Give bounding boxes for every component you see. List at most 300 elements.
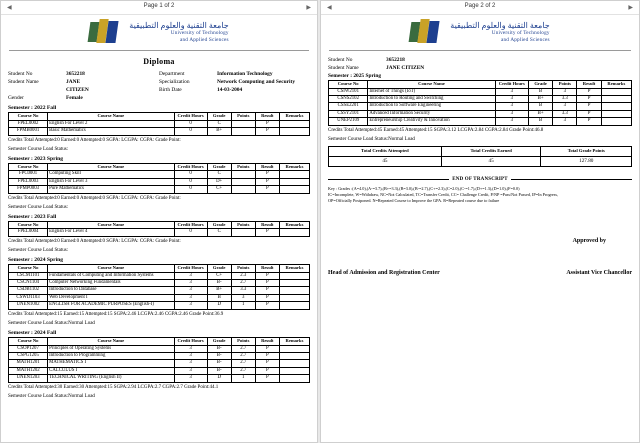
- table-cell: 3: [495, 103, 528, 110]
- column-header: Credit Hours: [174, 338, 207, 345]
- table-cell: P: [255, 171, 279, 178]
- student-no-label: Student No: [8, 71, 33, 77]
- letterhead-1: [1, 15, 317, 47]
- semester-summary: Credits Total Attempted:15 Earned:15 Attempted:15 SGPA:2.46 LCGPA:2.46 CGPA:2.46 Grade Point:36.9: [8, 311, 224, 317]
- letterhead-divider: [9, 50, 309, 51]
- table-cell: MATHEMATICS I: [48, 360, 174, 367]
- column-header: Course Name: [48, 338, 174, 345]
- column-header: Credit Hours: [174, 113, 207, 120]
- table-cell: C: [207, 229, 231, 236]
- gender-value: Female: [66, 95, 83, 102]
- letterhead-2: [321, 15, 639, 47]
- table-cell: [279, 294, 309, 301]
- page-2-label: Page 2 of 2: [464, 3, 496, 9]
- column-header: Points: [231, 113, 255, 120]
- table-cell: B-: [207, 345, 231, 352]
- column-header: Grade: [207, 113, 231, 120]
- column-header: Remarks: [279, 338, 309, 345]
- table-cell: [279, 178, 309, 185]
- semester-title: Semester : 2022 Fall: [8, 105, 57, 112]
- semester-list: [8, 105, 310, 400]
- table-cell: C: [207, 171, 231, 178]
- table-row: [9, 287, 310, 294]
- semester-title: Semester : 2023 Spring: [8, 156, 64, 163]
- table-cell: 3: [553, 88, 577, 95]
- birth-date-value: 14-03-2004: [217, 87, 243, 94]
- table-cell: P: [255, 178, 279, 185]
- table-row: [329, 110, 632, 117]
- table-cell: CSWD1103: [9, 294, 48, 301]
- signature-row: [328, 270, 632, 276]
- table-cell: B: [528, 118, 552, 125]
- table-cell: P: [577, 88, 601, 95]
- column-header: Points: [231, 338, 255, 345]
- table-cell: [601, 103, 631, 110]
- table-cell: B: [207, 294, 231, 301]
- table-cell: 1: [231, 375, 255, 382]
- table-cell: B-: [207, 353, 231, 360]
- table-cell: 0: [174, 171, 207, 178]
- semester-title: Semester : 2024 Spring: [8, 257, 64, 264]
- document-title: Diploma: [143, 57, 175, 66]
- column-header: Points: [231, 164, 255, 171]
- table-row: [9, 128, 310, 135]
- table-cell: Basic Mathematics: [48, 128, 174, 135]
- table-cell: Web Development I: [48, 294, 174, 301]
- table-cell: [279, 128, 309, 135]
- column-header: Points: [553, 81, 577, 88]
- end-of-transcript: [328, 177, 632, 182]
- student-name-label-2: [8, 86, 66, 94]
- table-cell: [279, 186, 309, 193]
- table-cell: P: [577, 110, 601, 117]
- table-cell: 3: [174, 294, 207, 301]
- column-header: Result: [255, 113, 279, 120]
- semester-summary: Credits Total Attempted:0 Earned:0 Attempted:0 SGPA: LCGPA: CGPA: Grade Point:: [8, 137, 181, 143]
- table-cell: CSDB1102: [9, 287, 48, 294]
- column-header: Points: [231, 222, 255, 229]
- table-cell: 0: [174, 178, 207, 185]
- column-header: Remarks: [601, 81, 631, 88]
- table-cell: [279, 353, 309, 360]
- table-cell: D: [207, 375, 231, 382]
- table-cell: FPMP0003: [9, 186, 48, 193]
- table-cell: [279, 120, 309, 127]
- table-cell: B+: [207, 128, 231, 135]
- table-cell: 3: [174, 279, 207, 286]
- table-cell: 2.7: [231, 345, 255, 352]
- column-header: Grade: [207, 222, 231, 229]
- grade-key-line-2: IC=Incomplete, W=Withdraw, NC=Not Calculated, TC=Transfer Credit, CC= Challenge Credit, P/NP =Pass/Not Passed, IP=In Progress,: [328, 191, 559, 197]
- student-surname-value: CITIZEN: [66, 87, 89, 94]
- table-cell: P: [255, 353, 279, 360]
- table-cell: C: [207, 120, 231, 127]
- table-cell: FPEL0003: [9, 178, 48, 185]
- university-name-arabic: جامعة التقنية والعلوم التطبيقية: [450, 21, 550, 31]
- table-header-row: [9, 338, 310, 345]
- table-cell: [279, 360, 309, 367]
- table-cell: 3: [553, 118, 577, 125]
- table-cell: [231, 178, 255, 185]
- table-cell: B-: [207, 360, 231, 367]
- page-2-header: [321, 1, 639, 15]
- table-cell: 0: [174, 128, 207, 135]
- table-cell: MATH1201: [9, 360, 48, 367]
- table-cell: B: [528, 103, 552, 110]
- totals-table: [328, 146, 632, 166]
- university-name-english-2: and Applied Sciences: [180, 36, 229, 43]
- student-no-value: 3652218: [66, 71, 85, 77]
- table-cell: 3: [174, 375, 207, 382]
- table-cell: P: [255, 229, 279, 236]
- column-header: Course No: [9, 113, 48, 120]
- table-cell: 3.3: [553, 95, 577, 102]
- table-cell: UNEP2109: [329, 118, 368, 125]
- page-1-header: [1, 1, 317, 15]
- table-cell: 3: [174, 353, 207, 360]
- student-name-label: Student Name: [328, 65, 359, 72]
- student-info-left: [8, 70, 159, 102]
- table-cell: Introduction to Programming: [48, 353, 174, 360]
- table-row: [9, 360, 310, 367]
- table-cell: D: [207, 302, 231, 309]
- course-table: [8, 337, 310, 383]
- student-info-col: [328, 56, 632, 80]
- table-cell: B-: [207, 367, 231, 374]
- end-of-transcript-label: END OF TRANSCRIPT: [452, 176, 508, 182]
- grade-key-line-1: Key : Grades :(A=4.0),(A-=3.7),(B+=3.3),(B=3.0),(B-=2.7),(C+=2.3),(C=2.0),(C-=1.7),(D+=1.3),(D=1.0),(F=0.0): [328, 185, 520, 191]
- table-cell: English For Level 2: [48, 120, 174, 127]
- table-cell: 3: [174, 302, 207, 309]
- semester-load-status: Semester Course Load Status:: [8, 204, 69, 210]
- table-row: [9, 186, 310, 193]
- grade-key: [328, 186, 632, 205]
- university-name-english-1: University of Technology: [170, 30, 229, 37]
- table-row: [9, 120, 310, 127]
- table-cell: UNEN1002: [9, 302, 48, 309]
- column-header: Credit Hours: [174, 164, 207, 171]
- department-value: Information Technology: [217, 71, 273, 77]
- table-cell: Introduction to Database: [48, 287, 174, 294]
- column-header: Grade: [207, 338, 231, 345]
- table-cell: Introduction to Software Engineering: [368, 103, 495, 110]
- student-info: [8, 70, 310, 102]
- column-header: Result: [255, 265, 279, 272]
- table-cell: 3: [174, 345, 207, 352]
- table-cell: 3: [174, 287, 207, 294]
- table-row: [9, 178, 310, 185]
- column-header: Result: [255, 338, 279, 345]
- table-cell: C+: [207, 272, 231, 279]
- column-header: Course Name: [48, 222, 174, 229]
- table-body: [329, 88, 632, 125]
- signature-right: Assistant Vice Chancellor: [566, 270, 632, 277]
- table-cell: 2.7: [231, 353, 255, 360]
- table-cell: [279, 367, 309, 374]
- semester-load-status: Semester Course Load Status:Normal Load: [8, 321, 95, 327]
- table-cell: FPC0001: [9, 171, 48, 178]
- table-cell: 1: [231, 302, 255, 309]
- table-cell: English For Level 3: [48, 178, 174, 185]
- table-cell: ENGLISH FOR ACADEMIC PURPOSES (English-I): [48, 302, 174, 309]
- gender-label: Gender: [8, 95, 24, 102]
- student-name-label: Student Name: [8, 79, 39, 86]
- transcript-page-2: [320, 0, 640, 443]
- table-cell: B+: [207, 287, 231, 294]
- table-cell: B+: [528, 95, 552, 102]
- course-table-page2: [328, 80, 632, 126]
- table-cell: P: [577, 103, 601, 110]
- student-info-page2: [328, 56, 632, 80]
- table-cell: FPEL0004: [9, 229, 48, 236]
- department-label: Department: [159, 71, 185, 77]
- table-cell: 3: [174, 367, 207, 374]
- table-cell: [231, 171, 255, 178]
- table-row: [9, 279, 310, 286]
- table-cell: P: [255, 186, 279, 193]
- table-cell: CSOP1207: [9, 345, 48, 352]
- semester-load-status: Semester Course Load Status:Normal Load: [328, 137, 415, 143]
- table-cell: Advanced Information Security: [368, 110, 495, 117]
- column-header: Result: [577, 81, 601, 88]
- column-header: Result: [255, 222, 279, 229]
- semester-summary: Credits Total Attempted:0 Earned:0 Attempted:0 SGPA: LCGPA: CGPA: Grade Point:: [8, 238, 181, 244]
- totals-value: 45: [441, 156, 541, 166]
- table-cell: 3: [174, 360, 207, 367]
- table-cell: B+: [528, 110, 552, 117]
- table-cell: 3: [495, 95, 528, 102]
- table-header-row: [9, 222, 310, 229]
- table-cell: P: [255, 272, 279, 279]
- table-cell: [231, 120, 255, 127]
- chevron-left-icon[interactable]: ◀: [327, 5, 332, 11]
- table-row: [9, 171, 310, 178]
- column-header: Remarks: [279, 222, 309, 229]
- table-cell: [601, 110, 631, 117]
- table-row: [329, 88, 632, 95]
- table-cell: 0: [174, 229, 207, 236]
- table-cell: Computer Networking Fundamentals: [48, 279, 174, 286]
- semester-load-status: Semester Course Load Status:Normal Load: [8, 394, 95, 400]
- table-row: [9, 294, 310, 301]
- table-cell: [279, 229, 309, 236]
- university-name-block: [450, 21, 549, 43]
- table-cell: B: [528, 88, 552, 95]
- column-header: Course No: [9, 338, 48, 345]
- table-cell: CSCM1101: [9, 272, 48, 279]
- table-cell: P: [255, 287, 279, 294]
- table-cell: 0: [174, 120, 207, 127]
- student-no-value: 3652218: [386, 57, 405, 63]
- semester-title: Semester : 2024 Fall: [8, 330, 57, 337]
- table-cell: TECHNICAL WRITING (English II): [48, 375, 174, 382]
- column-header: Course No: [9, 164, 48, 171]
- table-cell: FPMB0001: [9, 128, 48, 135]
- table-cell: Computing Skill: [48, 171, 174, 178]
- totals-value: 127.80: [541, 156, 632, 166]
- table-cell: [279, 375, 309, 382]
- table-cell: 3: [553, 103, 577, 110]
- specialization-label: Specialization: [159, 79, 190, 86]
- table-cell: P: [255, 302, 279, 309]
- table-cell: [231, 186, 255, 193]
- column-header: Points: [231, 265, 255, 272]
- university-name-english-1: University of Technology: [491, 30, 550, 37]
- table-cell: [279, 287, 309, 294]
- table-row: [9, 375, 310, 382]
- table-cell: [279, 171, 309, 178]
- table-cell: P: [255, 345, 279, 352]
- column-header: Course No: [9, 265, 48, 272]
- table-cell: 2.7: [231, 360, 255, 367]
- column-header: Course Name: [48, 113, 174, 120]
- table-row: [9, 367, 310, 374]
- table-cell: Pure Mathematics: [48, 186, 174, 193]
- table-cell: [279, 302, 309, 309]
- column-header: Credit Hours: [174, 222, 207, 229]
- table-cell: P: [255, 128, 279, 135]
- university-name-arabic: جامعة التقنية والعلوم التطبيقية: [129, 21, 229, 31]
- table-cell: 3: [495, 118, 528, 125]
- course-table: [8, 163, 310, 194]
- table-cell: [279, 272, 309, 279]
- table-cell: 2.7: [231, 279, 255, 286]
- table-cell: FPEL0002: [9, 120, 48, 127]
- table-cell: English For Level 4: [48, 229, 174, 236]
- table-cell: D+: [207, 178, 231, 185]
- approved-by-label: Approved by: [572, 238, 606, 245]
- column-header: Course No: [329, 81, 368, 88]
- table-cell: Principles of Operating Systems: [48, 345, 174, 352]
- table-cell: Introduction to Routing and Switching: [368, 95, 495, 102]
- table-cell: [231, 128, 255, 135]
- signature-left: Head of Admission and Registration Center: [328, 270, 440, 277]
- table-cell: P: [577, 118, 601, 125]
- grade-key-line-3: OP=Officially Postponed. N=Repeated Course to Improve the GPA. R=Repeated course due to failure: [328, 198, 500, 204]
- totals-header: Total Credits Attempted: [329, 147, 442, 156]
- table-row: [9, 353, 310, 360]
- university-crest-icon: [89, 19, 123, 45]
- column-header: Grade: [207, 265, 231, 272]
- table-cell: CSCN1104: [9, 279, 48, 286]
- letterhead-divider: [329, 50, 631, 51]
- table-cell: [231, 229, 255, 236]
- table-cell: [601, 88, 631, 95]
- column-header: Result: [255, 164, 279, 171]
- university-crest-icon: [410, 19, 444, 45]
- student-name-value: JANE: [66, 79, 81, 86]
- table-cell: P: [255, 294, 279, 301]
- birth-date-label: Birth Date: [159, 87, 182, 94]
- table-cell: P: [577, 95, 601, 102]
- university-name-english-2: and Applied Sciences: [501, 36, 550, 43]
- table-header-row: [329, 81, 632, 88]
- course-table: [8, 221, 310, 237]
- table-row: [329, 95, 632, 102]
- table-cell: UNEN1203: [9, 375, 48, 382]
- totals-header: Total Grade Points: [541, 147, 632, 156]
- chevron-left-icon[interactable]: ◀: [7, 5, 12, 11]
- table-cell: MATH1202: [9, 367, 48, 374]
- table-cell: 3: [495, 88, 528, 95]
- totals-header-row: [329, 147, 632, 156]
- table-cell: 2.7: [231, 367, 255, 374]
- chevron-right-icon[interactable]: ▶: [306, 5, 311, 11]
- table-row: [9, 302, 310, 309]
- semester-load-status: Semester Course Load Status:: [8, 146, 69, 152]
- totals-header: Total Credits Earned: [441, 147, 541, 156]
- column-header: Course No: [9, 222, 48, 229]
- table-cell: CSSE2201: [329, 103, 368, 110]
- table-cell: P: [255, 279, 279, 286]
- table-cell: [601, 118, 631, 125]
- column-header: Remarks: [279, 164, 309, 171]
- column-header: Remarks: [279, 265, 309, 272]
- column-header: Credit Hours: [174, 265, 207, 272]
- table-row: [329, 118, 632, 125]
- table-cell: 3: [174, 272, 207, 279]
- table-cell: CSNS2102: [329, 95, 368, 102]
- table-row: [9, 229, 310, 236]
- table-cell: Entrepreneurship Creativity & Innovation: [368, 118, 495, 125]
- table-cell: 3: [231, 294, 255, 301]
- table-cell: [279, 345, 309, 352]
- semester-summary: Credits Total Attempted:45 Earned:45 Attempted:15 SGPA:3.12 LCGPA:2.84 CGPA:2.84 Grade Point:46.8: [328, 127, 544, 133]
- table-cell: P: [255, 367, 279, 374]
- chevron-right-icon[interactable]: ▶: [628, 5, 633, 11]
- table-row: [329, 103, 632, 110]
- semester-summary: Credits Total Attempted:30 Earned:30 Attempted:15 SGPA:2.94 LCGPA:2.7 CGPA:2.7 Grade Point:44.1: [8, 384, 219, 390]
- table-cell: CALCULUS I: [48, 367, 174, 374]
- semester-load-status: Semester Course Load Status:: [8, 248, 69, 254]
- table-row: [9, 272, 310, 279]
- column-header: Grade: [207, 164, 231, 171]
- course-table: [8, 112, 310, 135]
- student-info-right: [159, 70, 310, 102]
- table-cell: CSPG1205: [9, 353, 48, 360]
- student-no-label: Student No: [328, 57, 353, 63]
- table-cell: CSIW2101: [329, 88, 368, 95]
- table-cell: Internet of Things (IoT): [368, 88, 495, 95]
- student-name-value: JANE CITIZEN: [386, 65, 425, 72]
- table-cell: [279, 279, 309, 286]
- column-header: Course Name: [48, 265, 174, 272]
- table-cell: [601, 95, 631, 102]
- table-header-row: [9, 164, 310, 171]
- column-header: Grade: [528, 81, 552, 88]
- table-cell: C+: [207, 186, 231, 193]
- table-cell: CSSY2101: [329, 110, 368, 117]
- table-header-row: [9, 113, 310, 120]
- column-header: Remarks: [279, 113, 309, 120]
- page-1-label: Page 1 of 2: [143, 3, 175, 9]
- table-cell: 3: [495, 110, 528, 117]
- semester-title: Semester : 2023 Fall: [8, 214, 57, 221]
- totals-value-row: [329, 156, 632, 166]
- column-header: Credit Hours: [495, 81, 528, 88]
- course-table: [8, 264, 310, 310]
- table-cell: P: [255, 375, 279, 382]
- table-row: [9, 345, 310, 352]
- column-header: Course Name: [48, 164, 174, 171]
- totals-value: 45: [329, 156, 442, 166]
- table-cell: 0: [174, 186, 207, 193]
- table-cell: B-: [207, 279, 231, 286]
- transcript-page-1: [0, 0, 318, 443]
- table-cell: P: [255, 120, 279, 127]
- table-cell: 2.3: [231, 272, 255, 279]
- specialization-value: Network Computing and Security: [217, 79, 296, 86]
